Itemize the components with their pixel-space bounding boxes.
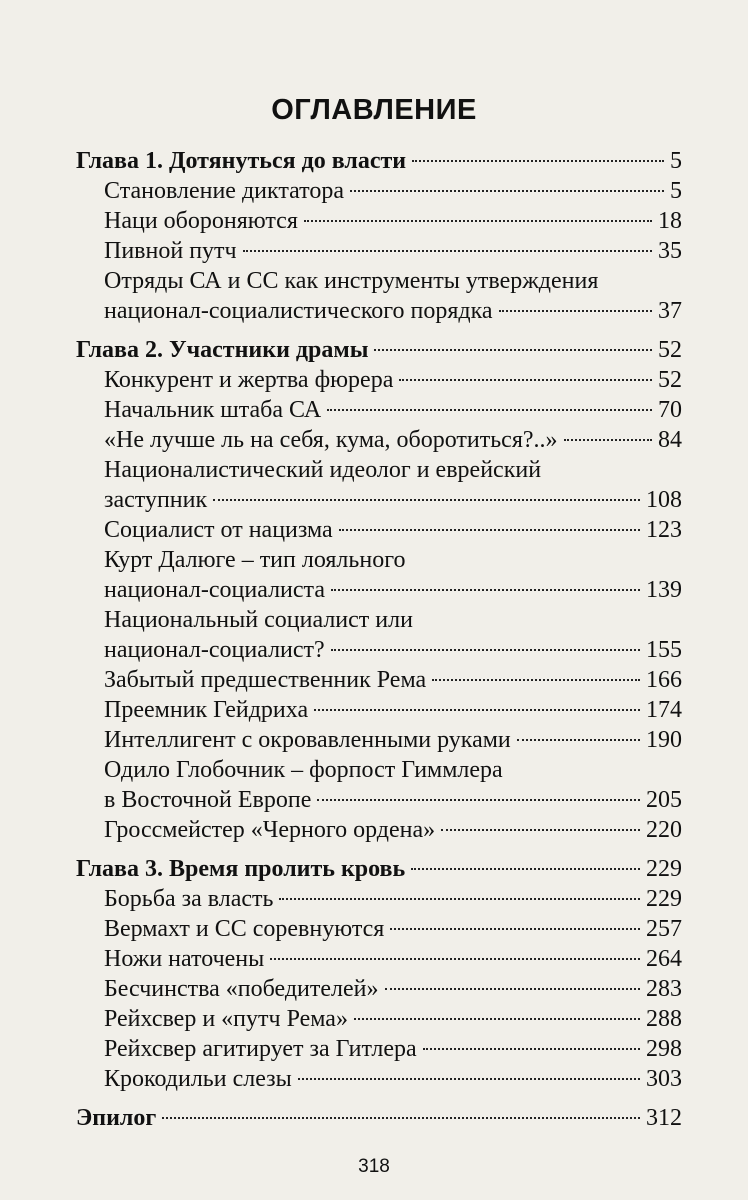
toc-entry-line bbox=[76, 485, 682, 515]
section-page-number: 70 bbox=[658, 397, 682, 423]
dot-leader bbox=[517, 739, 640, 741]
toc-entry-line bbox=[76, 605, 682, 635]
section-title: Наци обороняются bbox=[104, 208, 298, 234]
section-title: Интеллигент с окровавленными руками bbox=[104, 727, 511, 753]
section-title: Националистический идеолог и еврейский bbox=[104, 457, 542, 483]
dot-leader bbox=[279, 898, 640, 900]
toc-entry-line bbox=[76, 665, 682, 695]
toc-entry-line bbox=[76, 914, 682, 944]
toc-entry-line bbox=[76, 206, 682, 236]
page-title: ОГЛАВЛЕНИЕ bbox=[271, 94, 477, 126]
dot-leader bbox=[213, 499, 640, 501]
section-title: Становление диктатора bbox=[104, 178, 344, 204]
section-page-number: 298 bbox=[646, 1036, 682, 1062]
section-title: Преемник Гейдриха bbox=[104, 697, 309, 723]
toc-entry-line bbox=[76, 425, 682, 455]
toc-entry-line bbox=[76, 545, 682, 575]
section-page-number: 52 bbox=[658, 367, 682, 393]
section-page-number: 229 bbox=[646, 886, 682, 912]
section-page-number: 303 bbox=[646, 1066, 682, 1092]
section-title: Пивной путч bbox=[104, 238, 237, 264]
section-title: Борьба за власть bbox=[104, 886, 274, 912]
toc-chapter bbox=[76, 854, 682, 1094]
chapter-title: Глава 1. Дотянуться до власти bbox=[76, 148, 407, 174]
toc-entry-line bbox=[76, 395, 682, 425]
dot-leader bbox=[317, 799, 640, 801]
section-title: национал-социалистического порядка bbox=[104, 298, 493, 324]
toc-entry-line bbox=[76, 884, 682, 914]
section-page-number: 264 bbox=[646, 946, 682, 972]
section-title: Вермахт и СС соревнуются bbox=[104, 916, 385, 942]
toc-chapter bbox=[76, 146, 682, 326]
section-page-number: 123 bbox=[646, 517, 682, 543]
table-of-contents bbox=[76, 146, 682, 1133]
section-title: Ножи наточены bbox=[104, 946, 265, 972]
dot-leader bbox=[350, 190, 664, 192]
dot-leader bbox=[564, 439, 652, 441]
toc-entry-line bbox=[76, 1004, 682, 1034]
chapter-heading bbox=[76, 854, 682, 884]
section-title: национал-социалист? bbox=[104, 637, 325, 663]
section-page-number: 174 bbox=[646, 697, 682, 723]
section-title: Рейхсвер и «путч Рема» bbox=[104, 1006, 348, 1032]
toc-entry-line bbox=[76, 575, 682, 605]
dot-leader bbox=[304, 220, 652, 222]
section-page-number: 108 bbox=[646, 487, 682, 513]
section-page-number: 257 bbox=[646, 916, 682, 942]
toc-entry-line bbox=[76, 974, 682, 1004]
section-page-number: 37 bbox=[658, 298, 682, 324]
section-title: Конкурент и жертва фюрера bbox=[104, 367, 394, 393]
section-page-number: 205 bbox=[646, 787, 682, 813]
toc-chapter bbox=[76, 335, 682, 845]
section-title: заступник bbox=[104, 487, 208, 513]
section-page-number: 35 bbox=[658, 238, 682, 264]
dot-leader bbox=[243, 250, 652, 252]
dot-leader bbox=[327, 409, 652, 411]
section-title: в Восточной Европе bbox=[104, 787, 312, 813]
dot-leader bbox=[298, 1078, 640, 1080]
toc-entry-line bbox=[76, 176, 682, 206]
chapter-page-number: 229 bbox=[646, 856, 682, 882]
toc-entry-line bbox=[76, 296, 682, 326]
toc-entry-line bbox=[76, 365, 682, 395]
section-page-number: 166 bbox=[646, 667, 682, 693]
dot-leader bbox=[331, 649, 640, 651]
toc-entry-line bbox=[76, 266, 682, 296]
section-title: Бесчинства «победителей» bbox=[104, 976, 379, 1002]
section-title: Отряды СА и СС как инструменты утверждения bbox=[104, 268, 599, 294]
toc-entry-line bbox=[76, 455, 682, 485]
chapter-page-number: 52 bbox=[658, 337, 682, 363]
dot-leader bbox=[441, 829, 640, 831]
dot-leader bbox=[399, 379, 652, 381]
dot-leader bbox=[162, 1117, 640, 1119]
section-title: Одило Глобочник – форпост Гиммлера bbox=[104, 757, 503, 783]
dot-leader bbox=[412, 160, 664, 162]
toc-entry-line bbox=[76, 635, 682, 665]
dot-leader bbox=[385, 988, 640, 990]
section-title: Национальный социалист или bbox=[104, 607, 413, 633]
toc-entry-line bbox=[76, 1064, 682, 1094]
section-title: Крокодильи слезы bbox=[104, 1066, 292, 1092]
toc-entry-line bbox=[76, 695, 682, 725]
chapter-heading bbox=[76, 335, 682, 365]
section-title: Курт Далюге – тип лояльного bbox=[104, 547, 406, 573]
chapter-heading bbox=[76, 1103, 682, 1133]
section-page-number: 190 bbox=[646, 727, 682, 753]
section-page-number: 220 bbox=[646, 817, 682, 843]
dot-leader bbox=[499, 310, 652, 312]
chapter-title: Глава 3. Время пролить кровь bbox=[76, 856, 406, 882]
toc-entry-line bbox=[76, 725, 682, 755]
section-title: Рейхсвер агитирует за Гитлера bbox=[104, 1036, 417, 1062]
chapter-page-number: 312 bbox=[646, 1105, 682, 1131]
section-title: «Не лучше ль на себя, кума, оборотиться?..» bbox=[104, 427, 558, 453]
section-page-number: 84 bbox=[658, 427, 682, 453]
page-number: 318 bbox=[358, 1156, 390, 1177]
dot-leader bbox=[354, 1018, 640, 1020]
section-page-number: 139 bbox=[646, 577, 682, 603]
section-page-number: 155 bbox=[646, 637, 682, 663]
section-title: Начальник штаба СА bbox=[104, 397, 322, 423]
toc-chapter bbox=[76, 1103, 682, 1133]
chapter-page-number: 5 bbox=[670, 148, 682, 174]
chapter-title: Эпилог bbox=[76, 1105, 157, 1131]
toc-entry-line bbox=[76, 944, 682, 974]
section-page-number: 18 bbox=[658, 208, 682, 234]
chapter-heading bbox=[76, 146, 682, 176]
section-page-number: 5 bbox=[670, 178, 682, 204]
chapter-title: Глава 2. Участники драмы bbox=[76, 337, 369, 363]
dot-leader bbox=[411, 868, 640, 870]
toc-entry-line bbox=[76, 515, 682, 545]
toc-entry-line bbox=[76, 755, 682, 785]
section-title: Забытый предшественник Рема bbox=[104, 667, 427, 693]
dot-leader bbox=[423, 1048, 640, 1050]
toc-entry-line bbox=[76, 815, 682, 845]
section-title: национал-социалиста bbox=[104, 577, 325, 603]
section-title: Социалист от нацизма bbox=[104, 517, 333, 543]
section-page-number: 283 bbox=[646, 976, 682, 1002]
section-title: Гроссмейстер «Черного ордена» bbox=[104, 817, 436, 843]
dot-leader bbox=[270, 958, 640, 960]
dot-leader bbox=[374, 349, 652, 351]
dot-leader bbox=[390, 928, 640, 930]
dot-leader bbox=[314, 709, 640, 711]
toc-entry-line bbox=[76, 1034, 682, 1064]
dot-leader bbox=[339, 529, 640, 531]
dot-leader bbox=[432, 679, 640, 681]
section-page-number: 288 bbox=[646, 1006, 682, 1032]
dot-leader bbox=[331, 589, 640, 591]
toc-entry-line bbox=[76, 236, 682, 266]
toc-entry-line bbox=[76, 785, 682, 815]
